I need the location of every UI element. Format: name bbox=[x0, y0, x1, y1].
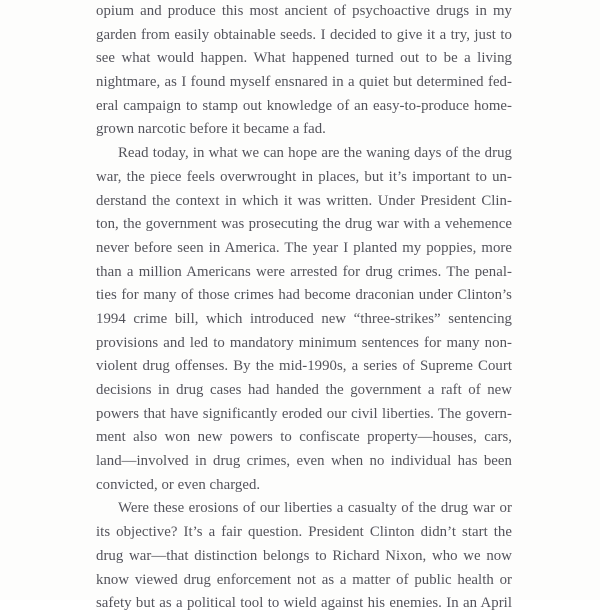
text-line: powers that have significantly eroded our civil liberties. The govern- bbox=[96, 405, 512, 422]
text-line: ties for many of those crimes had become draconian under Clinton’s bbox=[96, 287, 512, 304]
paragraph bbox=[96, 497, 512, 615]
text-line: nightmare, as I found myself ensnared in a quiet but determined fed- bbox=[96, 74, 512, 91]
text-line: Were these erosions of our liberties a casualty of the drug war or bbox=[118, 500, 512, 517]
text-line: opium and produce this most ancient of psychoactive drugs in my bbox=[96, 3, 512, 19]
text-line: drug war—that distinction belongs to Richard Nixon, who we now bbox=[96, 547, 512, 564]
text-line: its objective? It’s a fair question. President Clinton didn’t start the bbox=[96, 524, 512, 541]
text-line: Read today, in what we can hope are the waning days of the drug bbox=[118, 145, 512, 162]
text-line: know viewed drug enforcement not as a matter of public health or bbox=[96, 571, 512, 588]
text-line: ton, the government was prosecuting the drug war with a vehemence bbox=[96, 216, 512, 233]
text-line: eral campaign to stamp out knowledge of an easy-to-produce home- bbox=[96, 97, 512, 114]
paragraph bbox=[96, 0, 512, 142]
text-line: derstand the context in which it was written. Under President Clin- bbox=[96, 192, 512, 209]
text-line: see what would happen. What happened turned out to be a living bbox=[96, 50, 512, 67]
text-line: war, the piece feels overwrought in places, but it’s important to un- bbox=[96, 168, 512, 185]
text-line: convicted, or even charged. bbox=[96, 476, 261, 493]
text-line: violent drug offenses. By the mid-1990s, a series of Supreme Court bbox=[96, 358, 512, 375]
text-line: ment also won new powers to confiscate property—houses, cars, bbox=[96, 429, 512, 446]
text-line: land—involved in drug crimes, even when no individual has been bbox=[96, 453, 512, 470]
text-line: decisions in drug cases had handed the government a raft of new bbox=[96, 382, 512, 398]
paragraph bbox=[96, 142, 512, 497]
text-line: safety but as a political tool to wield against his enemies. In an April bbox=[96, 595, 512, 612]
text-block bbox=[96, 0, 512, 616]
text-line: never before seen in America. The year I planted my poppies, more bbox=[96, 239, 512, 256]
text-line: grown narcotic before it became a fad. bbox=[96, 121, 326, 138]
text-line: 1994 crime bill, which introduced new “three-strikes” sentencing bbox=[96, 310, 512, 327]
text-line: than a million Americans were arrested for drug crimes. The penal- bbox=[96, 263, 512, 280]
text-line: provisions and led to mandatory minimum sentences for many non- bbox=[96, 334, 512, 351]
text-line: garden from easily obtainable seeds. I decided to give it a try, just to bbox=[96, 26, 512, 43]
